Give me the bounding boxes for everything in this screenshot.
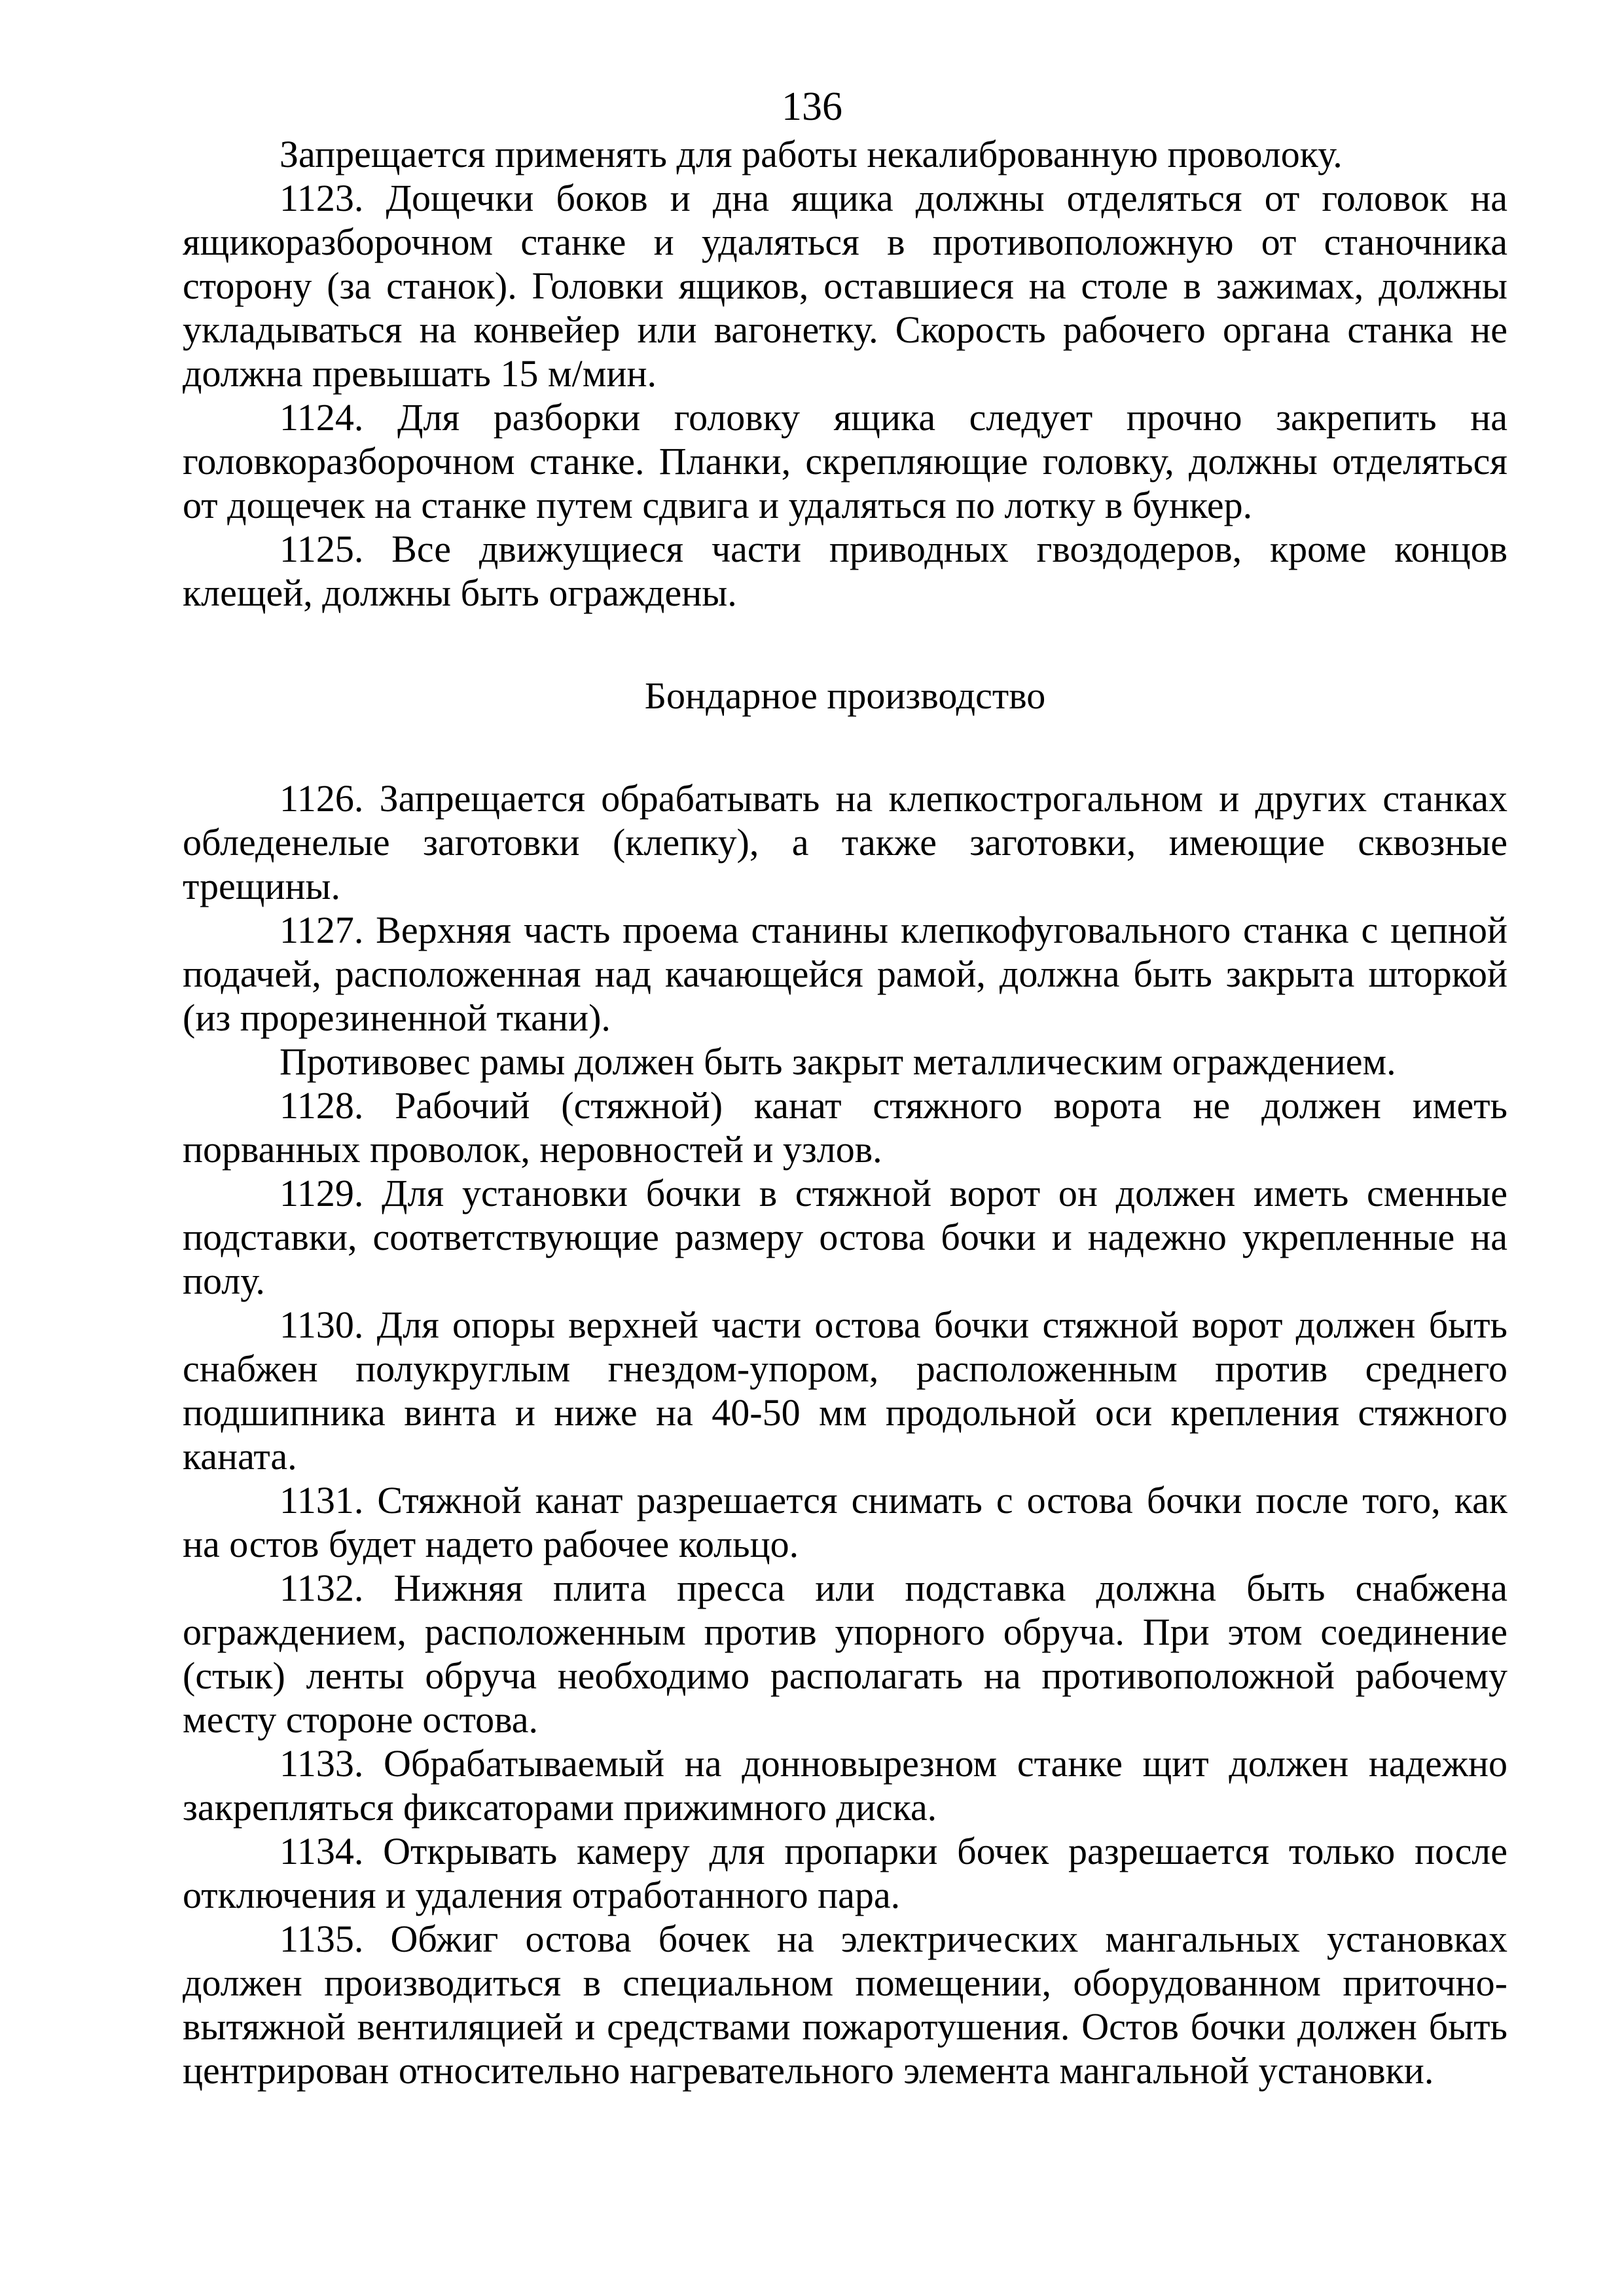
- paragraph-1130: 1130. Для опоры верхней части остова бочки стяжной ворот должен быть снабжен полукруглым гнездом-упором, расположенным против среднего подшипника винта и ниже на 40-50 мм продольной оси крепления стяжного каната.: [183, 1303, 1507, 1478]
- paragraph-1125: 1125. Все движущиеся части приводных гвоздодеров, кроме концов клещей, должны быть ограждены.: [183, 528, 1507, 614]
- paragraph-1133: 1133. Обрабатываемый на донновырезном станке щит должен надежно закрепляться фиксаторами прижимного диска.: [183, 1742, 1507, 1829]
- paragraph-1124: 1124. Для разборки головку ящика следует прочно закрепить на головкоразборочном станке. Планки, скрепляющие головку, должны отделяться от дощечек на станке путем сдвига и удаляться по лотку в бункер.: [183, 396, 1507, 526]
- paragraph-1126: 1126. Запрещается обрабатывать на клепкострогальном и других станках обледенелые заготовки (клепку), а также заготовки, имеющие сквозные трещины.: [183, 777, 1507, 907]
- page-number: 136: [782, 84, 842, 129]
- paragraph-1131: 1131. Стяжной канат разрешается снимать с остова бочки после того, как на остов будет надето рабочее кольцо.: [183, 1479, 1507, 1565]
- page-body: [183, 132, 1507, 2092]
- paragraph-1127: 1127. Верхняя часть проема станины клепкофуговального станка с цепной подачей, расположенная над качающейся рамой, должна быть закрыта шторкой (из прорезиненной ткани).: [183, 909, 1507, 1039]
- paragraph-1132: 1132. Нижняя плита пресса или подставка должна быть снабжена ограждением, расположенным против упорного обруча. При этом соединение (стык) ленты обруча необходимо располагать на противоположной рабочему месту стороне остова.: [183, 1567, 1507, 1741]
- paragraph-1123: 1123. Дощечки боков и дна ящика должны отделяться от головок на ящикоразборочном станке и удаляться в противоположную от станочника сторону (за станок). Головки ящиков, оставшиеся на столе в зажимах, должны укладываться на конвейер или вагонетку. Скорость рабочего органа станка не должна превышать 15 м/мин.: [183, 177, 1507, 395]
- section-title: Бондарное производство: [644, 674, 1046, 717]
- paragraph-1135: 1135. Обжиг остова бочек на электрических мангальных установках должен производиться в специальном помещении, оборудованном приточно-вытяжной вентиляцией и средствами пожаротушения. Остов бочки должен быть центрирован относительно нагревательного элемента мангальной установки.: [183, 1918, 1507, 2092]
- paragraph-1134: 1134. Открывать камеру для пропарки бочек разрешается только после отключения и удаления отработанного пара.: [183, 1830, 1507, 1916]
- paragraph-1129: 1129. Для установки бочки в стяжной ворот он должен иметь сменные подставки, соответствующие размеру остова бочки и надежно укрепленные на полу.: [183, 1172, 1507, 1302]
- paragraph-wire-restriction: Запрещается применять для работы некалиброванную проволоку.: [280, 133, 1343, 175]
- paragraph-counterweight: Противовес рамы должен быть закрыт металлическим ограждением.: [280, 1040, 1396, 1083]
- paragraph-1128: 1128. Рабочий (стяжной) канат стяжного ворота не должен иметь порванных проволок, неровностей и узлов.: [183, 1084, 1507, 1171]
